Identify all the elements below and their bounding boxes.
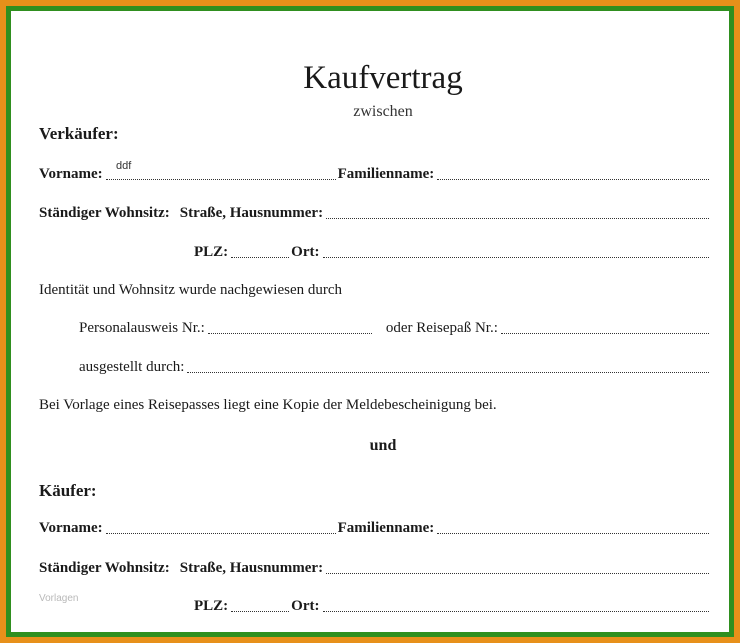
buyer-zip-label: PLZ: <box>194 598 229 614</box>
seller-last-name-field[interactable] <box>437 179 709 180</box>
buyer-city-label: Ort: <box>291 598 320 614</box>
seller-first-name-value[interactable]: ddf <box>116 160 132 172</box>
connector-und: und <box>369 437 397 454</box>
buyer-city-row <box>194 598 711 615</box>
buyer-street-label: Straße, Hausnummer: <box>179 560 324 576</box>
buyer-heading: Käufer: <box>39 481 97 500</box>
buyer-residence-label: Ständiger Wohnsitz: <box>39 560 170 576</box>
seller-heading: Verkäufer: <box>39 124 119 143</box>
passport-note: Bei Vorlage eines Reisepasses liegt eine Kopie der Meldebescheinigung bei. <box>39 397 497 413</box>
seller-zip-field[interactable] <box>231 257 289 258</box>
buyer-last-name-field[interactable] <box>437 533 709 534</box>
identity-sentence: Identität und Wohnsitz wurde nachgewiesen durch <box>39 282 343 298</box>
buyer-first-name-field[interactable] <box>106 533 336 534</box>
seller-zip-label: PLZ: <box>194 244 229 260</box>
issued-by-row <box>79 359 711 376</box>
seller-street-label: Straße, Hausnummer: <box>179 205 324 221</box>
buyer-name-row <box>39 520 711 537</box>
seller-first-name-label: Vorname: <box>39 166 103 182</box>
id-document-row <box>79 320 711 337</box>
buyer-city-field[interactable] <box>323 611 710 612</box>
seller-city-row <box>194 244 711 261</box>
seller-city-label: Ort: <box>291 244 320 260</box>
seller-residence-label: Ständiger Wohnsitz: <box>39 205 170 221</box>
buyer-street-row <box>39 560 711 577</box>
issued-by-field[interactable] <box>187 372 709 373</box>
buyer-street-field[interactable] <box>326 573 709 574</box>
seller-street-field[interactable] <box>326 218 709 219</box>
id-card-field[interactable] <box>208 333 372 334</box>
passport-field[interactable] <box>501 333 709 334</box>
seller-city-field[interactable] <box>323 257 710 258</box>
buyer-first-name-label: Vorname: <box>39 520 103 536</box>
passport-label: oder Reisepaß Nr.: <box>385 320 498 336</box>
seller-street-row <box>39 205 711 222</box>
seller-first-name-field[interactable] <box>106 179 336 180</box>
buyer-zip-field[interactable] <box>231 611 289 612</box>
document-subtitle: zwischen <box>353 103 413 120</box>
seller-last-name-label: Familienname: <box>337 166 435 182</box>
issued-by-label: ausgestellt durch: <box>79 359 185 375</box>
buyer-last-name-label: Familienname: <box>337 520 435 536</box>
watermark-text: Vorlagen <box>39 593 79 604</box>
document-title: Kaufvertrag <box>303 60 463 96</box>
id-card-label: Personalausweis Nr.: <box>79 320 205 336</box>
seller-name-row <box>39 166 711 183</box>
